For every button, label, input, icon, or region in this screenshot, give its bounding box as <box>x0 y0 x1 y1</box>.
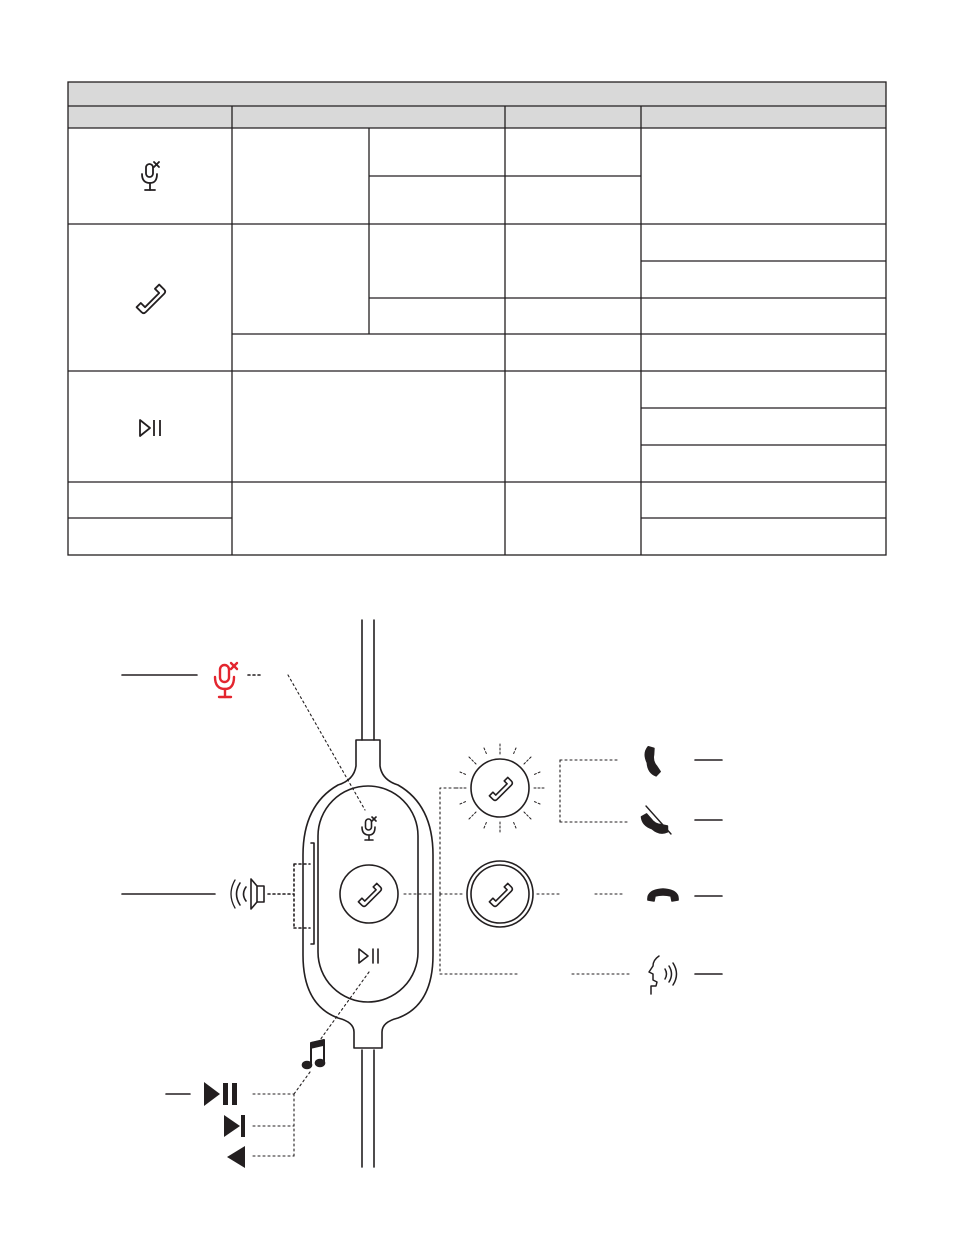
table-grid <box>0 0 954 570</box>
call-handset-icon <box>137 285 167 315</box>
remote-diagram <box>0 570 954 1235</box>
controls-table <box>0 0 954 570</box>
call-button-icon <box>467 861 533 927</box>
mic-mute-icon <box>142 162 159 190</box>
remote-play-pause-icon <box>359 949 378 963</box>
end-call-icon <box>648 889 678 901</box>
music-note-icon <box>303 1040 325 1069</box>
previous-track-icon <box>227 1146 245 1168</box>
play-pause-icon <box>140 420 160 436</box>
remote-mute-button-icon <box>362 817 376 840</box>
voice-assistant-icon <box>649 956 677 994</box>
volume-icon <box>231 879 264 909</box>
call-button-lit-icon <box>456 744 544 832</box>
play-pause-icon <box>204 1082 237 1106</box>
answer-call-icon <box>643 746 661 778</box>
decline-call-icon <box>639 806 671 837</box>
remote-call-button-icon <box>340 865 398 923</box>
mic-mute-indicator-icon <box>215 663 237 697</box>
next-track-icon <box>224 1115 245 1137</box>
